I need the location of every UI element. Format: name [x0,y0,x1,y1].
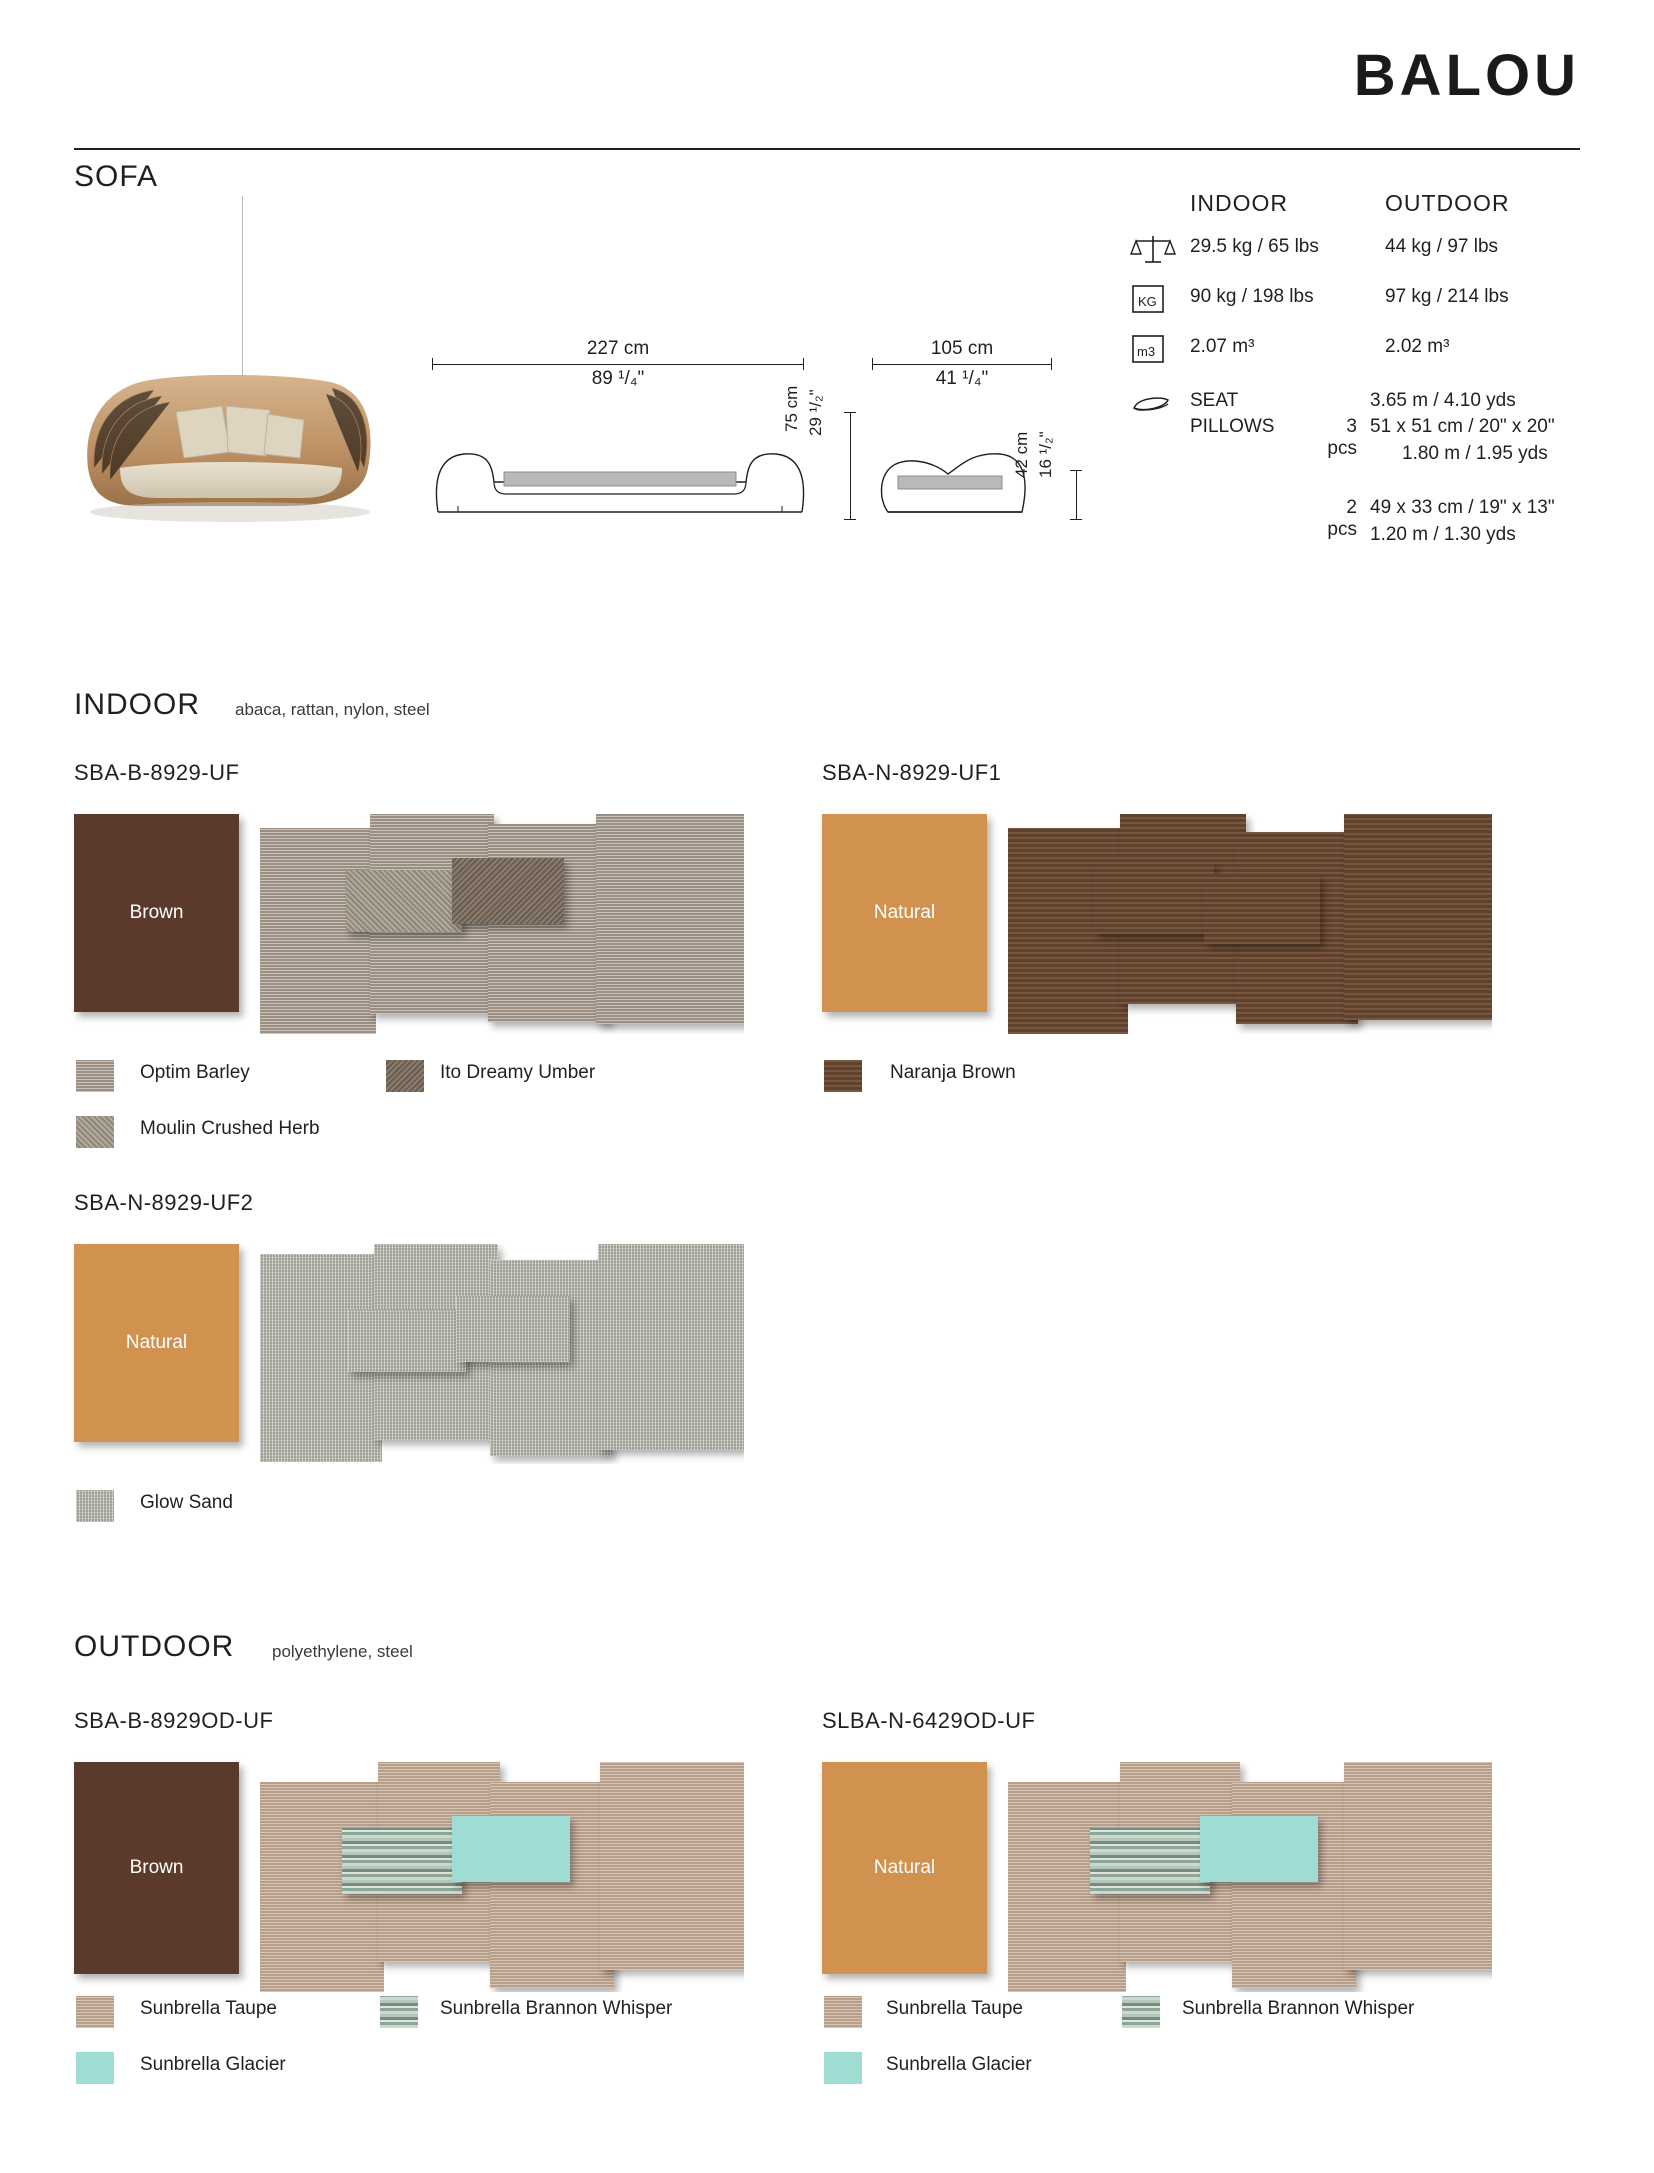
pillow-qty-1: 3 pcs [1327,416,1357,459]
dim-rule [432,364,804,365]
header-divider [74,148,1580,150]
fabric-swatch [1204,874,1320,944]
side-depth-dimension [872,338,1052,370]
swatch-group [74,1762,754,1988]
legend-label: Optim Barley [140,1062,250,1083]
variant-code: SLBA-N-6429OD-UF [822,1708,1036,1733]
fabric-swatch [1232,1782,1356,1988]
section-title-outdoor: OUTDOOR [74,1630,235,1663]
legend-label: Sunbrella Brannon Whisper [440,1998,673,2019]
height-cm: 75 cm [782,385,801,432]
pillow-qty-2: 2 pcs [1327,497,1357,540]
legend-chip [824,2052,862,2084]
pillow-yardage-3: 1.20 m / 1.30 yds [1370,524,1516,545]
height-in: 29 ¹/₂" [806,389,825,436]
swatch-group [822,814,1502,1040]
pillow-yardage-1: 3.65 m / 4.10 yds [1370,390,1516,411]
legend-chip [76,1060,114,1092]
legend-chip [76,2052,114,2084]
variant-code: SBA-B-8929-UF [74,760,240,785]
legend-label: Glow Sand [140,1492,233,1513]
variant-code: SBA-B-8929OD-UF [74,1708,274,1733]
frame-finish-label: Natural [873,1857,936,1878]
legend-chip [76,1490,114,1522]
legend-chip [76,1116,114,1148]
dim-rule [872,364,1052,365]
legend-label: Sunbrella Brannon Whisper [1182,1998,1415,2019]
legend-chip [386,1060,424,1092]
seat-height-in: 16 ¹/₂" [1036,431,1055,478]
fabric-swatch-collage [1008,1762,1492,1992]
page-title: SOFA [74,160,159,193]
spec-col-outdoor: OUTDOOR [1385,190,1510,216]
legend-chip [1122,1996,1160,2028]
pillow-icon [1130,390,1176,420]
svg-text:m3: m3 [1137,344,1156,359]
spec-value-outdoor: 97 kg / 214 lbs [1385,286,1509,307]
legend-label: Ito Dreamy Umber [440,1062,596,1083]
spec-table [1130,190,1590,545]
side-depth-cm: 105 cm [930,338,994,359]
spec-value-indoor: 90 kg / 198 lbs [1190,286,1314,307]
fabric-swatch [1200,1816,1318,1882]
front-width-in: 89 ¹/₄" [591,368,645,389]
pillow-size-1: 51 x 51 cm / 20" x 20" [1370,416,1555,437]
legend-label: Sunbrella Taupe [140,1998,277,2019]
fabric-swatch [1344,1762,1492,1970]
fabric-swatch [348,1310,466,1372]
legend-chip [76,1996,114,2028]
scale-icon [1130,232,1176,266]
frame-finish-label: Brown [129,1857,184,1878]
legend-label: Moulin Crushed Herb [140,1118,320,1139]
spec-value-outdoor: 2.02 m³ [1385,336,1450,357]
legend-label: Sunbrella Taupe [886,1998,1023,2019]
dim-tick-top [844,412,856,413]
spec-col-indoor: INDOOR [1190,190,1288,216]
frame-finish-label: Brown [129,902,184,923]
front-width-cm: 227 cm [586,338,650,359]
fabric-swatch [1090,1828,1210,1894]
spec-row [1130,330,1590,380]
swatch-group [74,1244,754,1470]
section-materials-outdoor: polyethylene, steel [272,1642,413,1661]
seat-label: SEAT [1190,390,1239,411]
m3-box-icon [1130,332,1176,366]
front-elevation-drawing [428,412,812,527]
fabric-swatch-collage [260,814,744,1034]
spec-value-indoor: 29.5 kg / 65 lbs [1190,236,1319,257]
pillow-yardage-2: 1.80 m / 1.95 yds [1402,443,1548,464]
fabric-swatch [1344,814,1492,1020]
fabric-swatch [596,814,744,1024]
legend-label: Sunbrella Glacier [886,2054,1032,2075]
section-title-indoor: INDOOR [74,688,200,721]
dim-tick-bottom [1070,519,1082,520]
spec-row [1130,280,1590,330]
fabric-swatch [598,1244,744,1450]
legend-chip [824,1060,862,1092]
fabric-swatch-collage [260,1762,744,1992]
fabric-swatch [452,1816,570,1882]
pillow-size-2: 49 x 33 cm / 19" x 13" [1370,497,1555,518]
fabric-swatch [456,1296,570,1362]
frame-finish-label: Natural [873,902,936,923]
dim-rule-vertical [850,412,851,520]
frame-finish-label: Natural [125,1332,188,1353]
legend-chip [380,1996,418,2028]
brand-title: BALOU [1353,43,1580,108]
kg-box-icon [1130,282,1176,316]
variant-code: SBA-N-8929-UF2 [74,1190,254,1215]
seat-height-dimension [1048,470,1088,524]
dim-tick-top [1070,470,1082,471]
spec-header-row [1130,190,1590,230]
height-dimension [822,412,862,524]
frame-finish-swatch [74,1762,239,1974]
spec-value-indoor: 2.07 m³ [1190,336,1255,357]
fabric-swatch-collage [260,1244,744,1464]
frame-finish-swatch [822,1762,987,1974]
variant-code: SBA-N-8929-UF1 [822,760,1002,785]
fabric-swatch [1094,862,1214,934]
fabric-swatch [342,1828,462,1894]
dim-tick-bottom [844,519,856,520]
frame-finish-swatch [74,814,239,1012]
seat-height-cm: 42 cm [1012,431,1031,478]
swatch-group [822,1762,1502,1988]
pillows-label: PILLOWS [1190,416,1275,437]
spec-value-outdoor: 44 kg / 97 lbs [1385,236,1499,257]
fabric-swatch [452,858,564,924]
side-depth-in: 41 ¹/₄" [935,368,989,389]
frame-finish-swatch [74,1244,239,1442]
swatch-group [74,814,754,1040]
fabric-swatch [346,870,462,932]
legend-label: Sunbrella Glacier [140,2054,286,2075]
legend-label: Naranja Brown [890,1062,1016,1083]
spec-row [1130,230,1590,280]
legend-chip [824,1996,862,2028]
product-photo [80,348,320,548]
frame-finish-swatch [822,814,987,1012]
fabric-swatch-collage [1008,814,1492,1034]
fabric-swatch [490,1782,614,1988]
front-width-dimension [432,338,804,370]
dim-rule-vertical [1076,470,1077,520]
fabric-swatch [600,1762,744,1970]
section-materials-indoor: abaca, rattan, nylon, steel [235,700,430,719]
svg-text:KG: KG [1138,294,1157,309]
